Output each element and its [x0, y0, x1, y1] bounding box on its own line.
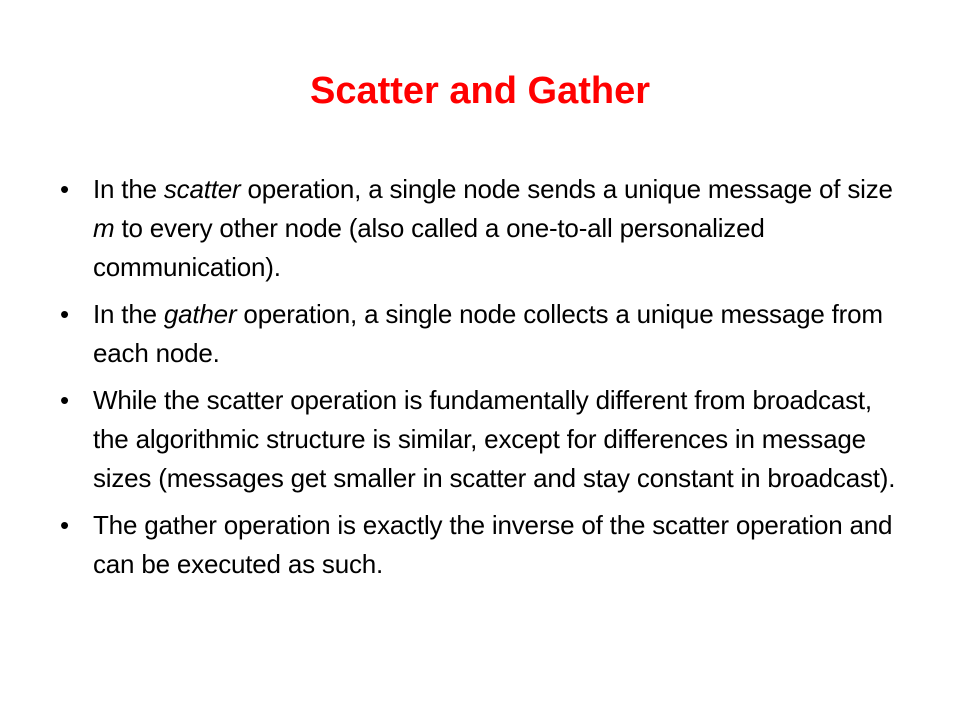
bullet-text-segment: The gather operation is exactly the inverse of the scatter operation and can be executed as such. [93, 510, 893, 579]
bullet-item [60, 170, 910, 287]
bullet-text-segment: operation, a single node sends a unique message of size [240, 174, 893, 204]
bullet-list [60, 170, 910, 592]
bullet-text-segment: In the [93, 174, 164, 204]
bullet-text-segment: to every other node (also called a one-to-all personalized communication). [93, 213, 765, 282]
bullet-text [93, 385, 895, 493]
bullet-text [93, 510, 892, 579]
bullet-marker: • [60, 510, 69, 540]
bullet-item [60, 295, 910, 373]
bullet-text-segment: While the scatter operation is fundamentally different from broadcast, the algorithmic structure is similar, except for differences in message sizes (messages get smaller in scatter and stay constant in broadcast). [93, 385, 896, 493]
bullet-marker: • [60, 174, 69, 204]
slide-title: Scatter and Gather [310, 70, 650, 112]
bullet-text-emphasis: scatter [163, 174, 241, 204]
bullet-text [93, 174, 893, 282]
bullet-text-segment: operation, a single node collects a unique message from each node. [93, 299, 883, 368]
bullet-text-emphasis: gather [163, 299, 237, 329]
bullet-marker: • [60, 385, 69, 415]
bullet-text-emphasis: m [93, 213, 115, 243]
bullet-text [93, 299, 883, 368]
bullet-item [60, 506, 910, 584]
bullet-item [60, 381, 910, 498]
bullet-marker: • [60, 299, 69, 329]
bullet-text-segment: In the [93, 299, 164, 329]
